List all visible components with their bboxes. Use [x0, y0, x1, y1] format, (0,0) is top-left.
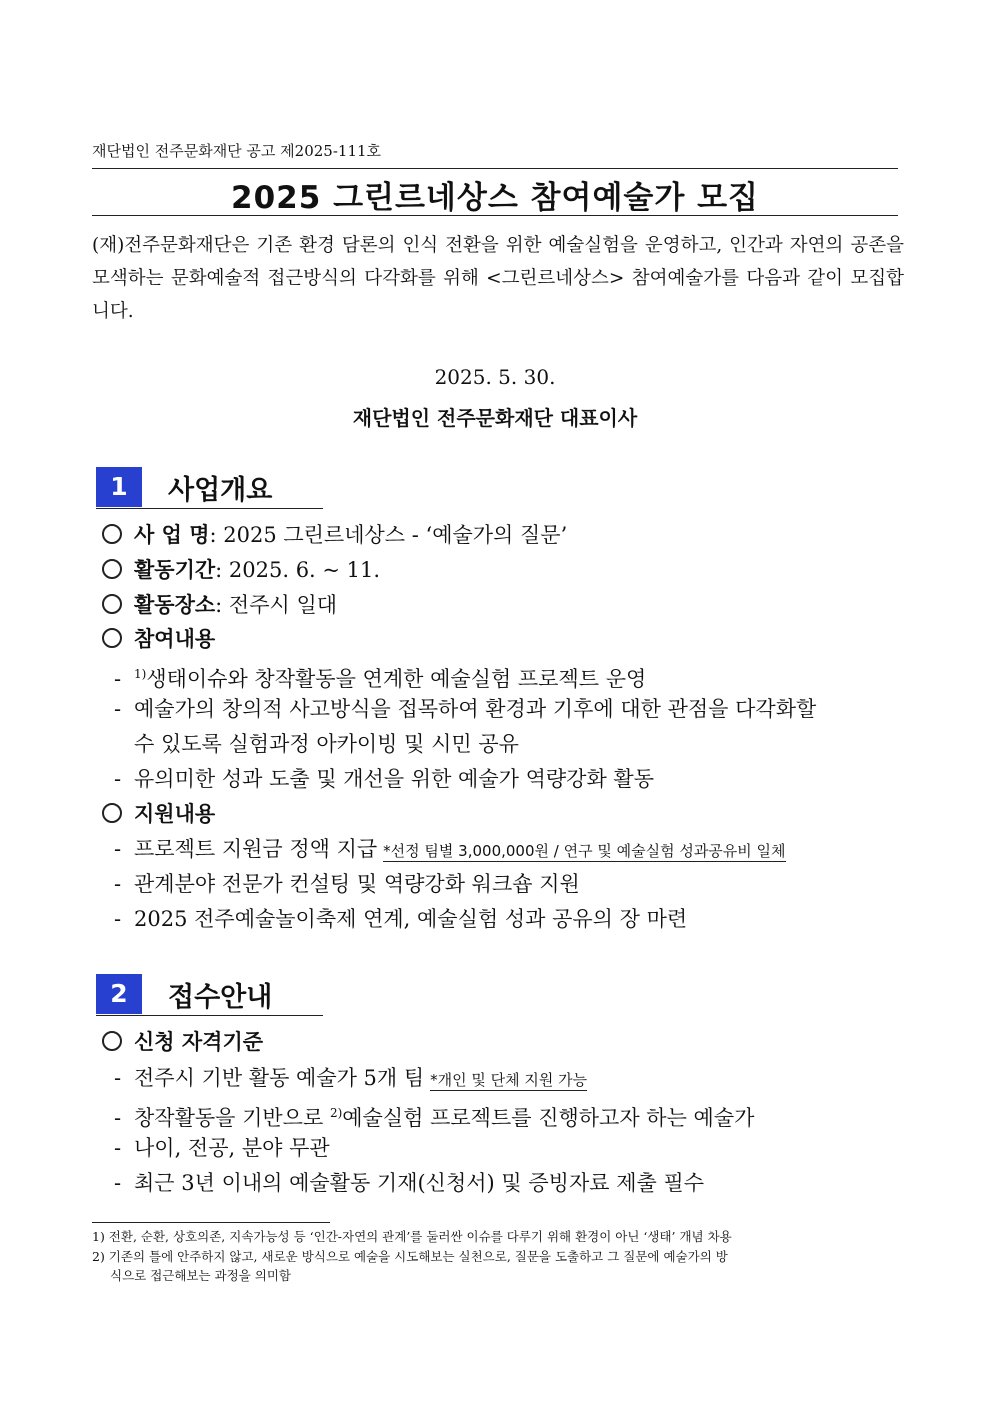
list-item: [114, 1168, 704, 1198]
document-title: 2025 그린르네상스 참여예술가 모집: [231, 180, 759, 216]
support-note: *선정 팀별 3,000,000원 / 연구 및 예술실험 성과공유비 일체: [383, 842, 786, 860]
footnote-separator: [92, 1222, 330, 1223]
list-item: [114, 1133, 330, 1163]
footnote-ref: 2): [329, 1106, 343, 1120]
list-item: [114, 659, 646, 694]
section-title: 접수안내: [168, 982, 273, 1013]
list-item-continuation: [134, 729, 519, 759]
list-item: [114, 834, 786, 866]
list-item: [114, 904, 687, 934]
list-item-text: 유의미한 성과 도출 및 개선을 위한 예술가 역량강화 활동: [134, 767, 654, 791]
footnote-1: 1) 전환, 순환, 상호의존, 지속가능성 등 ‘인간-자연의 관계’를 둘러싼 이슈를 다루기 위해 환경이 아닌 ‘생태’ 개념 차용: [92, 1229, 732, 1244]
dash-marker: -: [114, 1106, 122, 1130]
bullet-circle-icon: [102, 1031, 122, 1051]
dash-marker: -: [114, 1171, 122, 1195]
period-row: [102, 555, 380, 585]
list-item: [114, 694, 816, 724]
list-item-text: 전주시 기반 활동 예술가 5개 팀: [134, 1066, 425, 1090]
field-label: 지원내용: [134, 801, 216, 826]
dash-marker: -: [114, 907, 122, 931]
list-item-text: 수 있도록 실험과정 아카이빙 및 시민 공유: [134, 732, 519, 756]
list-item: [114, 1063, 587, 1095]
bullet-circle-icon: [102, 594, 122, 614]
footnote-ref: 1): [134, 667, 147, 681]
notice-number: 재단법인 전주문화재단 공고 제2025-111호: [92, 142, 382, 160]
support-heading: [102, 799, 215, 829]
list-item-text: 예술가의 창의적 사고방식을 접목하여 환경과 기후에 대한 관점을 다각화할: [134, 697, 817, 721]
dash-marker: -: [114, 837, 122, 861]
list-item-text: 나이, 전공, 분야 무관: [134, 1136, 330, 1160]
dash-marker: -: [114, 667, 122, 691]
footnote-2-continuation: 식으로 접근해보는 과정을 의미함: [110, 1268, 291, 1283]
dash-marker: -: [114, 872, 122, 896]
section-underline: [96, 1015, 323, 1016]
list-item: [114, 1098, 754, 1133]
field-label: 활동장소: [134, 592, 216, 617]
dash-marker: -: [114, 697, 122, 721]
bullet-circle-icon: [102, 524, 122, 544]
bullet-circle-icon: [102, 628, 122, 648]
field-label: 신청 자격기준: [134, 1029, 264, 1054]
title-bottom-rule: [92, 215, 898, 216]
list-item: [114, 869, 580, 899]
list-item-text: 예술실험 프로젝트를 진행하고자 하는 예술가: [342, 1106, 755, 1130]
qualification-note: *개인 및 단체 지원 가능: [430, 1071, 588, 1089]
content-heading: [102, 624, 215, 654]
qualification-heading: [102, 1027, 263, 1057]
list-item-text: 생태이슈와 창작활동을 연계한 예술실험 프로젝트 운영: [146, 667, 647, 691]
section-number: 2: [96, 974, 142, 1014]
dash-marker: -: [114, 767, 122, 791]
field-label: 참여내용: [134, 626, 216, 651]
title-top-rule: [92, 168, 898, 169]
field-label: 사 업 명: [134, 522, 210, 547]
list-item-text: 최근 3년 이내의 예술활동 기재(신청서) 및 증빙자료 제출 필수: [134, 1171, 705, 1195]
footnote-2: 2) 기존의 틀에 안주하지 않고, 새로운 방식으로 예술을 시도해보는 실천으로, 질문을 도출하고 그 질문에 예술가의 방: [92, 1249, 728, 1264]
dash-marker: -: [114, 1136, 122, 1160]
bullet-circle-icon: [102, 559, 122, 579]
project-name-row: [102, 520, 567, 550]
field-value: : 2025. 6. ~ 11.: [215, 558, 381, 582]
issuer: 재단법인 전주문화재단 대표이사: [352, 406, 638, 430]
list-item-text: 2025 전주예술놀이축제 연계, 예술실험 성과 공유의 장 마련: [134, 907, 688, 931]
field-value: : 2025 그린르네상스 - ‘예술가의 질문’: [209, 523, 568, 547]
place-row: [102, 590, 337, 620]
list-item-text: 프로젝트 지원금 정액 지급: [134, 837, 378, 861]
bullet-circle-icon: [102, 803, 122, 823]
field-value: : 전주시 일대: [215, 593, 338, 617]
dash-marker: -: [114, 1066, 122, 1090]
section-title: 사업개요: [168, 475, 273, 506]
field-label: 활동기간: [134, 557, 216, 582]
list-item-text: 관계분야 전문가 컨설팅 및 역량강화 워크숍 지원: [134, 872, 580, 896]
section-number: 1: [96, 467, 142, 507]
list-item-text: 창작활동을 기반으로: [134, 1106, 330, 1130]
announcement-date: 2025. 5. 30.: [434, 365, 556, 389]
intro-paragraph: (재)전주문화재단은 기존 환경 담론의 인식 전환을 위한 예술실험을 운영하고, 인간과 자연의 공존을 모색하는 문화예술적 접근방식의 다각화를 위해 <그린르네상스> 참여예술가를 다음과 같이 모집합니다.: [92, 235, 904, 322]
list-item: [114, 764, 654, 794]
section-underline: [96, 508, 323, 509]
